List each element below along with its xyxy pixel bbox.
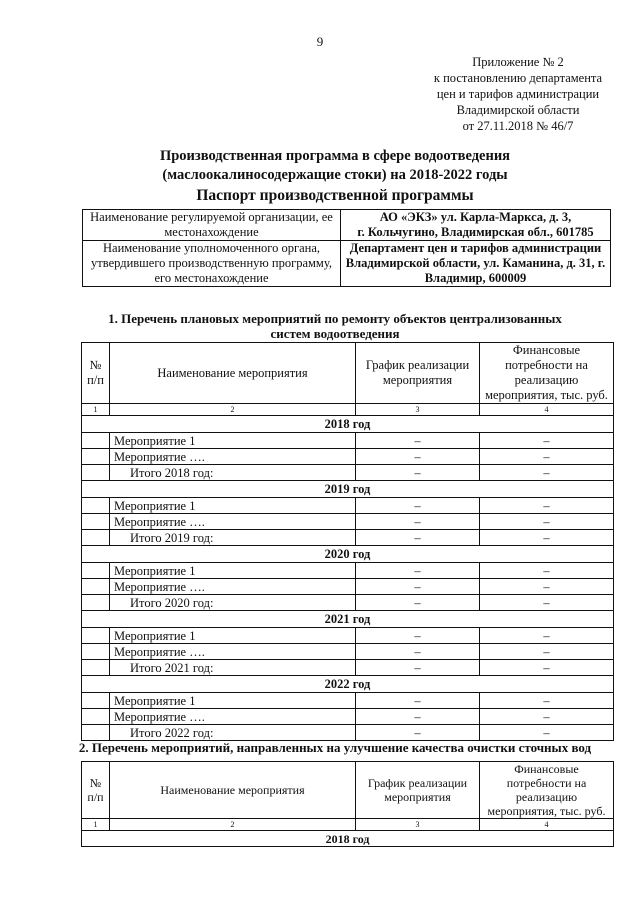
num-cell xyxy=(82,660,110,676)
event-name: Мероприятие 1 xyxy=(110,693,356,709)
table-row xyxy=(82,644,614,660)
num-cell xyxy=(82,498,110,514)
org-value-line: г. Кольчугино, Владимирская обл., 601785 xyxy=(357,225,594,239)
appendix-line: Приложение № 2 xyxy=(472,55,564,69)
org-label: Наименование регулируемой организации, ее местонахождение xyxy=(83,210,341,241)
header-schedule: График реализации мероприятия xyxy=(356,343,480,404)
table-row xyxy=(82,433,614,449)
header-name: Наименование мероприятия xyxy=(110,343,356,404)
year-row xyxy=(82,611,614,628)
year-row xyxy=(82,831,614,847)
finance-cell: – xyxy=(480,628,614,644)
schedule-cell: – xyxy=(356,465,480,481)
schedule-cell: – xyxy=(356,579,480,595)
schedule-cell: – xyxy=(356,449,480,465)
total-row xyxy=(82,660,614,676)
section2-heading: 2. Перечень мероприятий, направленных на улучшение качества очистки сточных вод xyxy=(78,740,592,755)
col-index: 3 xyxy=(356,819,480,831)
passport-table xyxy=(82,209,611,287)
section2-table xyxy=(81,761,614,847)
num-cell xyxy=(82,725,110,741)
authority-value: Департамент цен и тарифов администрации Владимирской области, ул. Каманина, д. 31, г. Владимир, 600009 xyxy=(341,241,611,287)
event-name: Мероприятие 1 xyxy=(110,628,356,644)
org-value xyxy=(341,210,611,241)
num-cell xyxy=(82,709,110,725)
total-row xyxy=(82,725,614,741)
section1-heading-line: систем водоотведения xyxy=(270,326,400,341)
total-label: Итого 2020 год: xyxy=(110,595,356,611)
total-label: Итого 2021 год: xyxy=(110,660,356,676)
finance-cell: – xyxy=(480,644,614,660)
finance-cell: – xyxy=(480,579,614,595)
header-schedule: График реализации мероприятия xyxy=(356,762,480,819)
table-header-row xyxy=(82,343,614,404)
total-label: Итого 2018 год: xyxy=(110,465,356,481)
year-label: 2020 год xyxy=(82,546,614,563)
total-label: Итого 2022 год: xyxy=(110,725,356,741)
schedule-cell: – xyxy=(356,628,480,644)
finance-cell: – xyxy=(480,709,614,725)
total-row xyxy=(82,465,614,481)
finance-cell: – xyxy=(480,725,614,741)
schedule-cell: – xyxy=(356,498,480,514)
appendix-line: цен и тарифов администрации xyxy=(436,87,600,101)
column-index-row xyxy=(82,819,614,831)
table-row xyxy=(82,709,614,725)
event-name: Мероприятие …. xyxy=(110,449,356,465)
finance-cell: – xyxy=(480,530,614,546)
col-index: 4 xyxy=(480,819,614,831)
appendix-line: от 27.11.2018 № 46/7 xyxy=(462,119,574,133)
finance-cell: – xyxy=(480,449,614,465)
year-label: 2018 год xyxy=(82,416,614,433)
finance-cell: – xyxy=(480,660,614,676)
authority-label: Наименование уполномоченного органа, утвердившего производственную программу, его местонахождение xyxy=(83,241,341,287)
passport-row-authority xyxy=(83,241,611,287)
year-label: 2022 год xyxy=(82,676,614,693)
num-cell xyxy=(82,433,110,449)
header-finance: Финансовые потребности на реализацию мероприятия, тыс. руб. xyxy=(480,343,614,404)
year-label: 2021 год xyxy=(82,611,614,628)
num-cell xyxy=(82,514,110,530)
schedule-cell: – xyxy=(356,514,480,530)
col-index: 1 xyxy=(82,819,110,831)
table-row xyxy=(82,579,614,595)
event-name: Мероприятие …. xyxy=(110,709,356,725)
year-row xyxy=(82,481,614,498)
finance-cell: – xyxy=(480,595,614,611)
finance-cell: – xyxy=(480,693,614,709)
num-cell xyxy=(82,530,110,546)
col-index: 2 xyxy=(110,404,356,416)
section1-table xyxy=(81,342,614,741)
num-cell xyxy=(82,579,110,595)
col-index: 2 xyxy=(110,819,356,831)
schedule-cell: – xyxy=(356,725,480,741)
passport-heading: Паспорт производственной программы xyxy=(196,187,474,204)
finance-cell: – xyxy=(480,563,614,579)
header-name: Наименование мероприятия xyxy=(110,762,356,819)
num-cell xyxy=(82,628,110,644)
col-index: 1 xyxy=(82,404,110,416)
year-row xyxy=(82,416,614,433)
event-name: Мероприятие …. xyxy=(110,579,356,595)
schedule-cell: – xyxy=(356,595,480,611)
col-index: 3 xyxy=(356,404,480,416)
title-line: Производственная программа в сфере водоотведения xyxy=(159,148,511,164)
document-title xyxy=(40,147,630,185)
num-cell xyxy=(82,693,110,709)
year-label: 2019 год xyxy=(82,481,614,498)
total-row xyxy=(82,595,614,611)
column-index-row xyxy=(82,404,614,416)
appendix-line: Владимирской области xyxy=(456,103,580,117)
table-row xyxy=(82,563,614,579)
table-header-row xyxy=(82,762,614,819)
year-row xyxy=(82,676,614,693)
num-cell xyxy=(82,449,110,465)
title-line: (маслоокалиносодержащие стоки) на 2018-2022 годы xyxy=(162,167,508,183)
finance-cell: – xyxy=(480,465,614,481)
table-row xyxy=(82,498,614,514)
table-row xyxy=(82,693,614,709)
section1-heading-line: 1. Перечень плановых мероприятий по ремонту объектов централизованных xyxy=(108,311,562,326)
header-num: № п/п xyxy=(82,343,110,404)
schedule-cell: – xyxy=(356,709,480,725)
num-cell xyxy=(82,644,110,660)
schedule-cell: – xyxy=(356,644,480,660)
total-label: Итого 2019 год: xyxy=(110,530,356,546)
event-name: Мероприятие 1 xyxy=(110,498,356,514)
event-name: Мероприятие …. xyxy=(110,644,356,660)
col-index: 4 xyxy=(480,404,614,416)
section1-heading xyxy=(40,311,630,341)
event-name: Мероприятие 1 xyxy=(110,433,356,449)
table-row xyxy=(82,514,614,530)
schedule-cell: – xyxy=(356,693,480,709)
appendix-line: к постановлению департамента xyxy=(433,71,603,85)
finance-cell: – xyxy=(480,498,614,514)
event-name: Мероприятие …. xyxy=(110,514,356,530)
passport-row-organization xyxy=(83,210,611,241)
num-cell xyxy=(82,465,110,481)
appendix-note xyxy=(426,54,610,134)
event-name: Мероприятие 1 xyxy=(110,563,356,579)
schedule-cell: – xyxy=(356,563,480,579)
table-row xyxy=(82,449,614,465)
table-row xyxy=(82,628,614,644)
total-row xyxy=(82,530,614,546)
schedule-cell: – xyxy=(356,530,480,546)
year-row xyxy=(82,546,614,563)
finance-cell: – xyxy=(480,514,614,530)
finance-cell: – xyxy=(480,433,614,449)
org-value-line: АО «ЭКЗ» ул. Карла-Маркса, д. 3, xyxy=(379,210,572,224)
page-number: 9 xyxy=(316,34,324,49)
num-cell xyxy=(82,563,110,579)
header-finance: Финансовые потребности на реализацию мероприятия, тыс. руб. xyxy=(480,762,614,819)
year-label: 2018 год xyxy=(82,831,614,847)
schedule-cell: – xyxy=(356,660,480,676)
schedule-cell: – xyxy=(356,433,480,449)
header-num: № п/п xyxy=(82,762,110,819)
num-cell xyxy=(82,595,110,611)
